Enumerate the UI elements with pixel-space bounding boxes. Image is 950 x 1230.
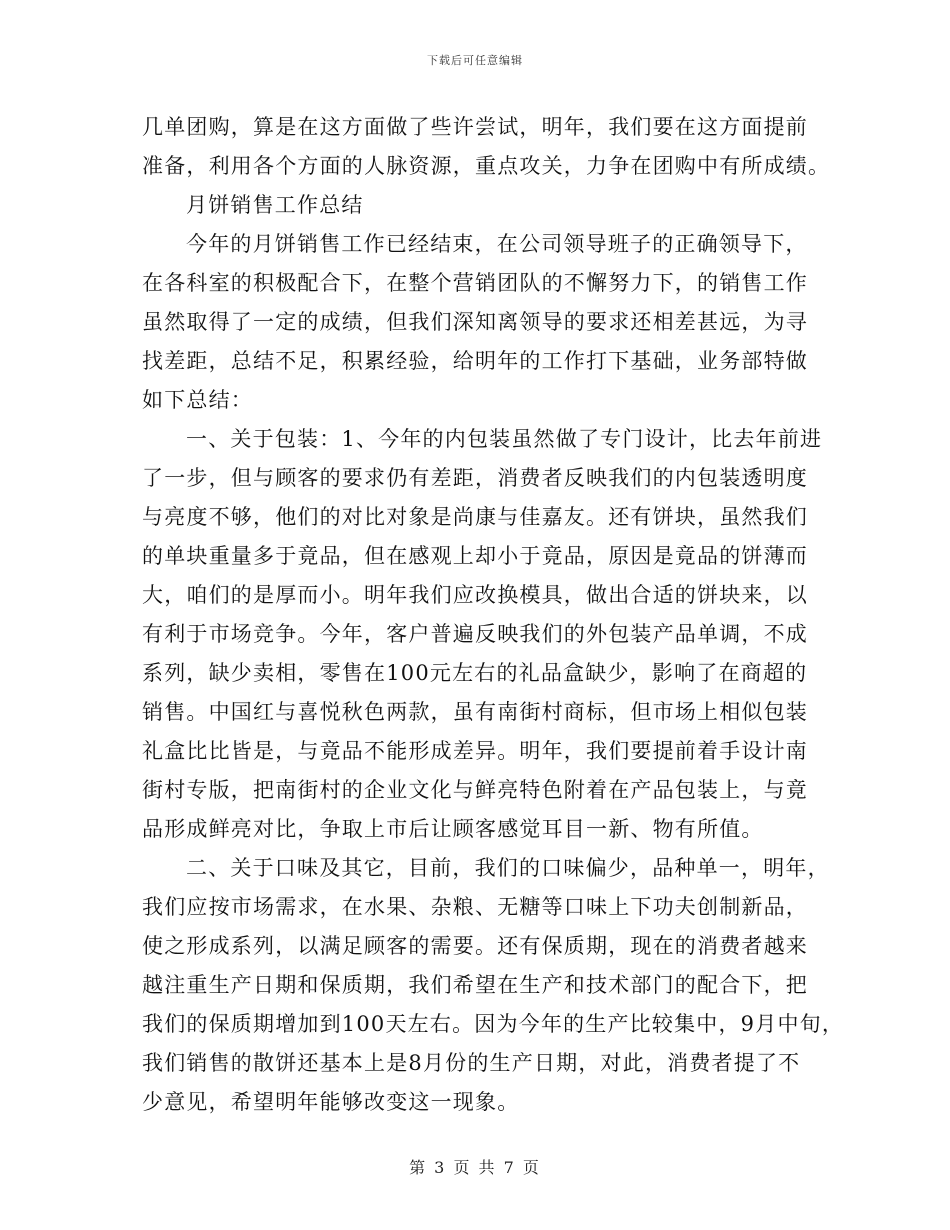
text-line: 如下总结：	[142, 388, 253, 412]
page-header: 下载后可任意编辑	[427, 54, 523, 67]
text-line: 准备，利用各个方面的人脉资源，重点攻关，力争在团购中有所成绩。	[142, 154, 831, 178]
text-line: 销售。中国红与喜悦秋色两款，虽有南街村商标，但市场上相似包装	[142, 700, 808, 724]
text-line: 我们的保质期增加到100天左右。因为今年的生产比较集中，9月中旬，	[142, 1012, 845, 1036]
text-line: 与亮度不够，他们的对比对象是尚康与佳嘉友。还有饼块，虽然我们	[142, 505, 808, 529]
text-line: 几单团购，算是在这方面做了些许尝试，明年，我们要在这方面提前	[142, 115, 808, 139]
text-line: 有利于市场竞争。今年，客户普遍反映我们的外包装产品单调，不成	[142, 622, 808, 646]
text-line: 少意见，希望明年能够改变这一现象。	[142, 1090, 520, 1114]
text-line: 越注重生产日期和保质期，我们希望在生产和技术部门的配合下，把	[142, 973, 808, 997]
section-title: 月饼销售工作总结	[186, 193, 364, 217]
text-line: 的单块重量多于竟品，但在感观上却小于竟品，原因是竟品的饼薄而	[142, 544, 808, 568]
text-line: 使之形成系列，以满足顾客的需要。还有保质期，现在的消费者越来	[142, 934, 808, 958]
text-line: 今年的月饼销售工作已经结束，在公司领导班子的正确领导下，	[186, 232, 808, 256]
document-body	[142, 108, 845, 1122]
text-line: 找差距，总结不足，积累经验，给明年的工作打下基础，业务部特做	[142, 349, 808, 373]
text-line: 虽然取得了一定的成绩，但我们深知离领导的要求还相差甚远，为寻	[142, 310, 808, 334]
text-line: 我们销售的散饼还基本上是8月份的生产日期，对此，消费者提了不	[142, 1051, 801, 1075]
text-line: 在各科室的积极配合下，在整个营销团队的不懈努力下，的销售工作	[142, 271, 808, 295]
page-number: 第 3 页 共 7 页	[409, 1158, 541, 1177]
text-line: 品形成鲜亮对比，争取上市后让顾客感觉耳目一新、物有所值。	[142, 817, 764, 841]
text-line: 我们应按市场需求，在水果、杂粮、无糖等口味上下功夫创制新品，	[142, 895, 808, 919]
text-line: 二、关于口味及其它，目前，我们的口味偏少，品种单一，明年，	[186, 856, 830, 880]
text-line: 礼盒比比皆是，与竟品不能形成差异。明年，我们要提前着手设计南	[142, 739, 808, 763]
text-line: 了一步，但与顾客的要求仍有差距，消费者反映我们的内包装透明度	[142, 466, 808, 490]
text-line: 一、关于包装：1、今年的内包装虽然做了专门设计，比去年前进	[186, 427, 823, 451]
text-line: 街村专版，把南街村的企业文化与鲜亮特色附着在产品包装上，与竟	[142, 778, 808, 802]
text-line: 大，咱们的是厚而小。明年我们应改换模具，做出合适的饼块来，以	[142, 583, 808, 607]
text-line: 系列，缺少卖相，零售在100元左右的礼品盒缺少，影响了在商超的	[142, 661, 808, 685]
